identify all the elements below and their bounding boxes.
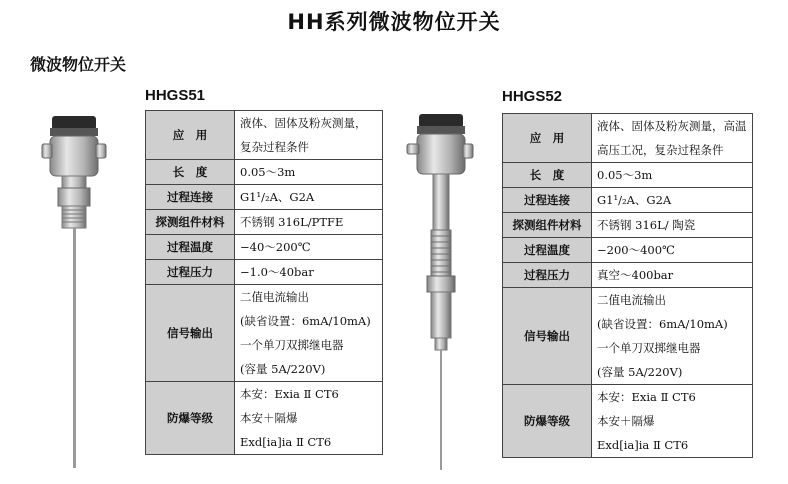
spec-value-line: 不锈钢 316L/PTFE (240, 215, 344, 229)
spec-value (592, 163, 753, 188)
spec-value (592, 114, 753, 163)
spec-value-line: 0.05～3m (597, 168, 653, 182)
spec-label: 过程连接 (146, 185, 235, 210)
spec-label: 探测组件材料 (503, 213, 592, 238)
spec-label: 长 度 (503, 163, 592, 188)
spec-value-line: 液体、固体及粉灰测量， (240, 116, 367, 130)
spec-row (503, 288, 753, 385)
spec-value (235, 111, 383, 160)
model-name-hhgs51: HHGS51 (145, 87, 206, 104)
spec-value-line: −200～400℃ (597, 243, 675, 257)
spec-value-line: G1¹/₂A、G2A (597, 193, 672, 207)
spec-row (503, 385, 753, 458)
spec-value-line: (容量 5A/220V) (240, 362, 326, 376)
spec-value-line: 液体、固体及粉灰测量，高温 (597, 119, 747, 133)
spec-row (503, 188, 753, 213)
spec-row (146, 260, 383, 285)
spec-value-line: 高压工况，复杂过程条件 (597, 143, 724, 157)
spec-value-line: (缺省设置：6mA/10mA) (597, 317, 728, 331)
spec-value (592, 385, 753, 458)
spec-value-line: 本安＋隔爆 (597, 414, 655, 428)
spec-value-line: G1¹/₂A、G2A (240, 190, 315, 204)
spec-value (235, 260, 383, 285)
spec-value-line: (容量 5A/220V) (597, 365, 683, 379)
page-title: HH系列微波物位开关 (287, 10, 501, 34)
spec-row (503, 213, 753, 238)
section-title: 微波物位开关 (30, 55, 127, 74)
spec-label: 探测组件材料 (146, 210, 235, 235)
spec-label: 应 用 (146, 111, 235, 160)
spec-value-line: −1.0～40bar (240, 265, 314, 279)
spec-row (503, 114, 753, 163)
spec-row (146, 160, 383, 185)
spec-value (592, 263, 753, 288)
hhgs51-device-image (38, 112, 118, 472)
spec-label: 过程压力 (146, 260, 235, 285)
spec-value (592, 213, 753, 238)
spec-row (503, 238, 753, 263)
spec-value (592, 238, 753, 263)
spec-value-line: 0.05～3m (240, 165, 296, 179)
spec-row (146, 210, 383, 235)
spec-row (146, 235, 383, 260)
spec-value (235, 235, 383, 260)
spec-value (592, 288, 753, 385)
spec-row (146, 185, 383, 210)
spec-value-line: 二值电流输出 (240, 290, 309, 304)
spec-label: 防爆等级 (503, 385, 592, 458)
spec-label: 过程压力 (503, 263, 592, 288)
spec-value (235, 210, 383, 235)
spec-label: 过程温度 (146, 235, 235, 260)
spec-row (146, 285, 383, 382)
spec-label: 信号输出 (503, 288, 592, 385)
spec-value-line: 一个单刀双掷继电器 (597, 341, 701, 355)
spec-value-line: 一个单刀双掷继电器 (240, 338, 344, 352)
spec-value-line: Exd[ia]ia Ⅱ CT6 (597, 438, 689, 452)
spec-label: 信号输出 (146, 285, 235, 382)
spec-label: 应 用 (503, 114, 592, 163)
spec-label: 过程连接 (503, 188, 592, 213)
spec-value (592, 188, 753, 213)
spec-value (235, 185, 383, 210)
spec-row (146, 111, 383, 160)
spec-value-line: (缺省设置：6mA/10mA) (240, 314, 371, 328)
spec-row (503, 163, 753, 188)
spec-value-line: 复杂过程条件 (240, 140, 309, 154)
spec-table-hhgs52 (502, 113, 753, 458)
model-name-hhgs52: HHGS52 (502, 88, 563, 105)
spec-label: 长 度 (146, 160, 235, 185)
spec-value-line: −40～200℃ (240, 240, 311, 254)
spec-value-line: 本安：Exia Ⅱ CT6 (240, 387, 339, 401)
spec-row (146, 382, 383, 455)
spec-value-line: 真空～400bar (597, 268, 674, 282)
spec-value-line: 不锈钢 316L/ 陶瓷 (597, 218, 696, 232)
spec-value-line: 本安＋隔爆 (240, 411, 298, 425)
hhgs52-device-image (405, 110, 485, 475)
spec-value-line: Exd[ia]ia Ⅱ CT6 (240, 435, 332, 449)
spec-table-hhgs51 (145, 110, 383, 455)
spec-label: 过程温度 (503, 238, 592, 263)
spec-value (235, 285, 383, 382)
spec-label: 防爆等级 (146, 382, 235, 455)
spec-value (235, 160, 383, 185)
spec-value (235, 382, 383, 455)
spec-value-line: 二值电流输出 (597, 293, 666, 307)
spec-value-line: 本安：Exia Ⅱ CT6 (597, 390, 696, 404)
spec-row (503, 263, 753, 288)
